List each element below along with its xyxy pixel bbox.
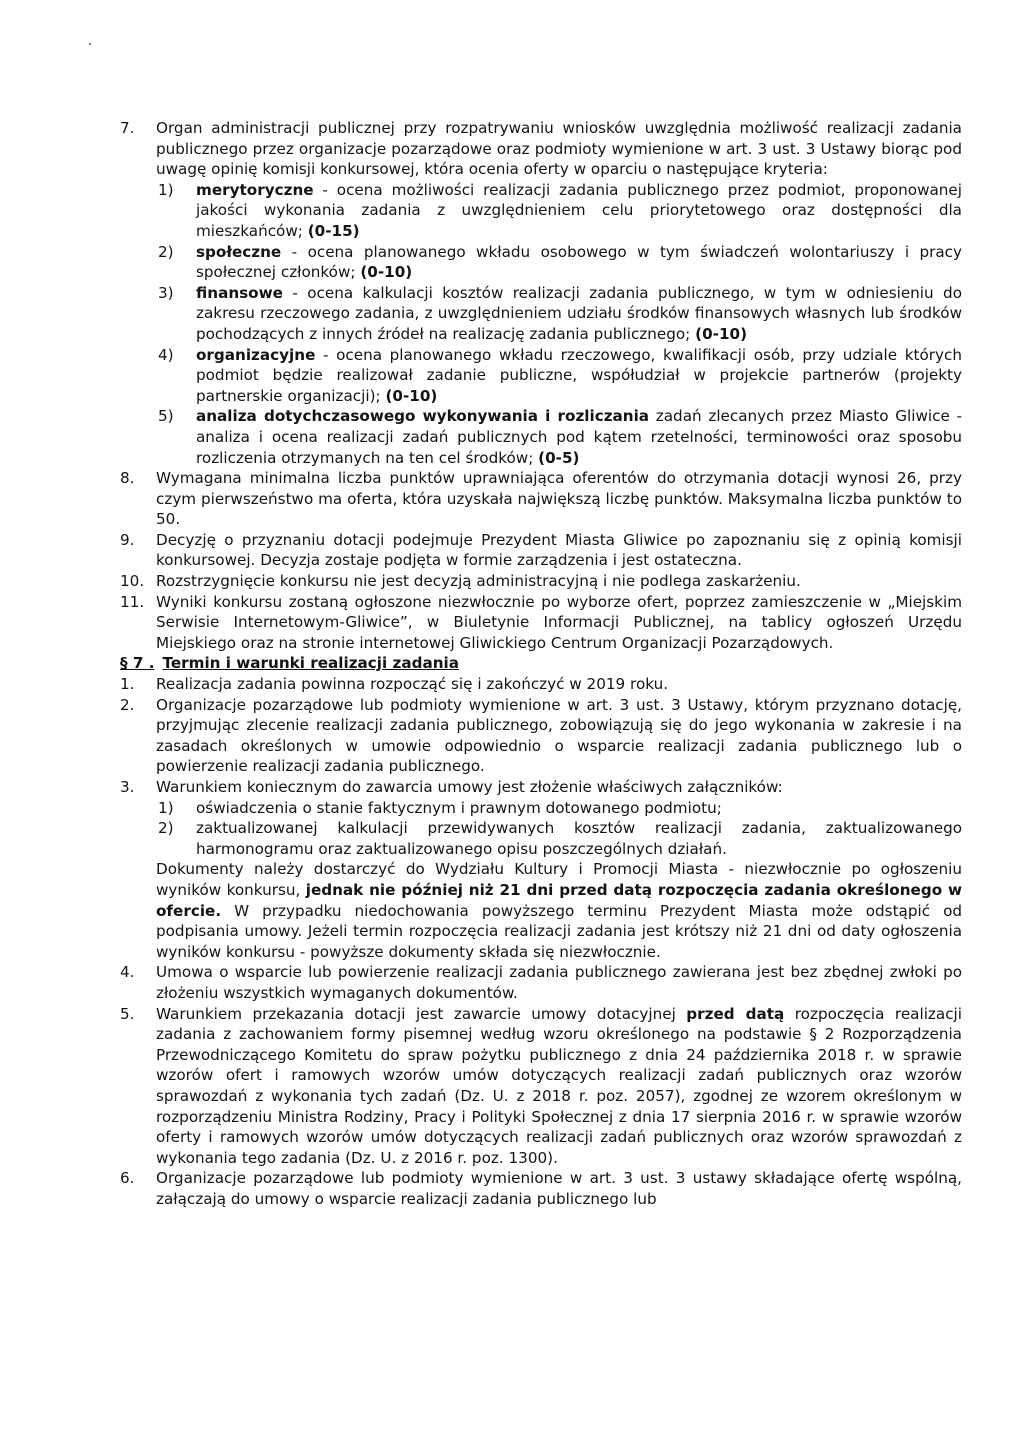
item-text: Warunkiem przekazania dotacji jest zawarcie umowy dotacyjnej przed datą rozpoczęcia realizacji zadania z zachowaniem formy pisemnej według wzoru określonego na podstawie § 2 Rozporządzenia Przewodniczącego Komitetu do spraw pożytku publicznego z dnia 24 października 2018 r. w sprawie wzorów ofert i ramowych wzorów umów dotyczących realizacji zadań publicznych oraz wzorów sprawozdań z wykonania tych zadań (Dz. U. z 2018 r. poz. 2057), zgodnej ze wzorem określonym w rozporządzeniu Ministra Rodziny, Pracy i Polityki Społecznej z dnia 17 sierpnia 2016 r. w sprawie wzorów oferty i ramowych wzorów umów dotyczących realizacji zadań publicznych oraz wzorów sprawozdań z wykonania tego zadania (Dz. U. z 2016 r. poz. 1300).: [156, 1004, 962, 1167]
list-item-2: [120, 695, 962, 777]
list-item-4: [120, 962, 962, 1003]
item-text: Umowa o wsparcie lub powierzenie realizacji zadania publicznego zawierana jest bez zbędnej zwłoki po złożeniu wszystkich wymaganych dokumentów.: [156, 963, 962, 1002]
section-title: Termin i warunki realizacji zadania: [162, 654, 459, 673]
criterion-2: 2) społeczne - ocena planowanego wkładu osobowego w tym świadczeń wolontariuszy i pracy społecznej członków; (0-10): [158, 242, 962, 282]
criterion-4: 4) organizacyjne - ocena planowanego wkładu rzeczowego, kwalifikacji osób, przy udziale których podmiot będzie realizował zadanie publiczne, współudział w projekcie partnerów (projekty partnerskie organizacji); (0-10): [158, 345, 962, 405]
attachment-2: 2) zaktualizowanej kalkulacji przewidywanych kosztów realizacji zadania, zaktualizowanego harmonogramu oraz zaktualizowanego opisu poszczególnych działań.: [158, 819, 962, 858]
item-number: 5.: [120, 1004, 135, 1023]
documents-paragraph: Dokumenty należy dostarczyć do Wydziału Kultury i Promocji Miasta - niezwłocznie po ogłoszeniu wyników konkursu, jednak nie później niż 21 dni przed datą rozpoczęcia zadania określonego w ofercie. W przypadku niedochowania powyższego terminu Prezydent Miasta może odstąpić od podpisania umowy. Jeżeli termin rozpoczęcia realizacji zadania jest krótszy niż 21 dni od daty ogłoszenia wyników konkursu - powyższe dokumenty składa się niezwłocznie.: [156, 860, 962, 961]
criterion-label: merytoryczne: [196, 180, 314, 199]
attachment-1: 1) oświadczenia o stanie faktycznym i prawnym dotowanego podmiotu;: [158, 798, 722, 817]
criterion-label: finansowe: [196, 283, 283, 302]
criterion-score: (0-15): [307, 221, 360, 240]
item-number: 6.: [120, 1169, 135, 1188]
list-item-5: [120, 1004, 962, 1169]
criterion-label: organizacyjne: [196, 345, 316, 364]
section-sign: § 7 .: [120, 654, 155, 673]
criterion-5: 5) analiza dotychczasowego wykonywania i rozliczania zadań zlecanych przez Miasto Gliwice - analiza i ocena realizacji zadań publicznych pod kątem rzetelności, terminowości oraz sposobu rozliczenia otrzymanych na ten cel środków; (0-5): [158, 407, 962, 467]
list-item-1: [120, 674, 962, 695]
item-number: 1.: [120, 675, 135, 694]
criterion-3: 3) finansowe - ocena kalkulacji kosztów realizacji zadania publicznego, w tym w odniesieniu do zakresu rzeczowego zadania, z uwzględnieniem udziału środków finansowych własnych lub środków pochodzących z innych źródeł na realizację zadania publicznego; (0-10): [158, 283, 962, 343]
item-number: 4.: [120, 963, 135, 982]
item-number: 11.: [120, 592, 145, 611]
item-text: Realizacja zadania powinna rozpocząć się i zakończyć w 2019 roku.: [156, 675, 669, 694]
before-date-emphasis: przed datą: [686, 1004, 785, 1023]
item-text: Organizacje pozarządowe lub podmioty wymienione w art. 3 ust. 3 ustawy składające ofertę wspólną, załączają do umowy o wsparcie realizacji zadania publicznego lub: [156, 1169, 962, 1208]
criterion-score: (0-5): [538, 448, 580, 467]
criterion-score: (0-10): [385, 386, 438, 405]
item-text: Decyzję o przyznaniu dotacji podejmuje Prezydent Miasta Gliwice po zapoznaniu się z opinią komisji konkursowej. Decyzja zostaje podjęta w formie zarządzenia i jest ostateczna.: [156, 530, 962, 570]
item-text: Organ administracji publicznej przy rozpatrywaniu wniosków uwzględnia możliwość realizacji zadania publicznego przez organizacje pozarządowe oraz podmioty wymienione w art. 3 ust. 3 Ustawy biorąc pod uwagę opinię komisji konkursowej, która ocenia oferty w oparciu o następujące kryteria:: [156, 119, 962, 179]
section-heading: [120, 653, 962, 674]
item-text: Organizacje pozarządowe lub podmioty wymienione w art. 3 ust. 3 Ustawy, którym przyznano dotację, przyjmując zlecenie realizacji zadania publicznego, zobowiązują się do jego wykonania w zakresie i na zasadach określonych w umowie odpowiednio o wsparcie realizacji zadania publicznego lub o powierzenie realizacji zadania publicznego.: [156, 695, 962, 776]
item-text: Wymagana minimalna liczba punktów uprawniająca oferentów do otrzymania dotacji wynosi 26, przy czym pierwszeństwo ma oferta, która uzyskała największą liczbę punktów. Maksymalna liczba punktów to 50.: [156, 469, 962, 529]
item-number: 2.: [120, 695, 135, 714]
criterion-label: analiza dotychczasowego wykonywania i rozliczania: [196, 407, 650, 426]
criterion-score: (0-10): [360, 263, 413, 282]
item-text: Wyniki konkursu zostaną ogłoszone niezwłocznie po wyborze ofert, poprzez zamieszczenie w „Miejskim Serwisie Internetowym-Gliwice”, w Biuletynie Informacji Publicznej, na tablicy ogłoszeń Urzędu Miejskiego oraz na stronie internetowej Gliwickiego Centrum Organizacji Pozarządowych.: [156, 592, 962, 652]
item-text: Warunkiem koniecznym do zawarcia umowy jest złożenie właściwych załączników:: [156, 778, 783, 796]
item-number: 10.: [120, 572, 145, 591]
item-number: 8.: [120, 469, 135, 488]
criterion-1: 1) merytoryczne - ocena możliwości realizacji zadania publicznego przez podmiot, proponowanej jakości wykonania zadania z uwzględnieniem celu priorytetowego oraz dostępności dla mieszkańców; (0-15): [158, 180, 962, 240]
list-item-3: [120, 777, 962, 962]
item-number: 7.: [120, 119, 135, 137]
criterion-label: społeczne: [196, 242, 282, 261]
list-item-8: [120, 468, 962, 530]
item-text: Rozstrzygnięcie konkursu nie jest decyzją administracyjną i nie podlega zaskarżeniu.: [156, 572, 801, 591]
list-item-9: [120, 530, 962, 571]
list-item-7: [120, 118, 962, 468]
list-item-10: [120, 571, 962, 592]
item-number: 3.: [120, 778, 135, 796]
list-item-11: [120, 592, 962, 654]
criterion-score: (0-10): [695, 324, 748, 343]
scan-speck: [89, 43, 91, 45]
deadline-emphasis: jednak nie później niż 21 dni przed datą rozpoczęcia zadania określonego w ofercie.: [156, 880, 962, 920]
item-number: 9.: [120, 530, 135, 549]
list-item-6: [120, 1168, 962, 1209]
